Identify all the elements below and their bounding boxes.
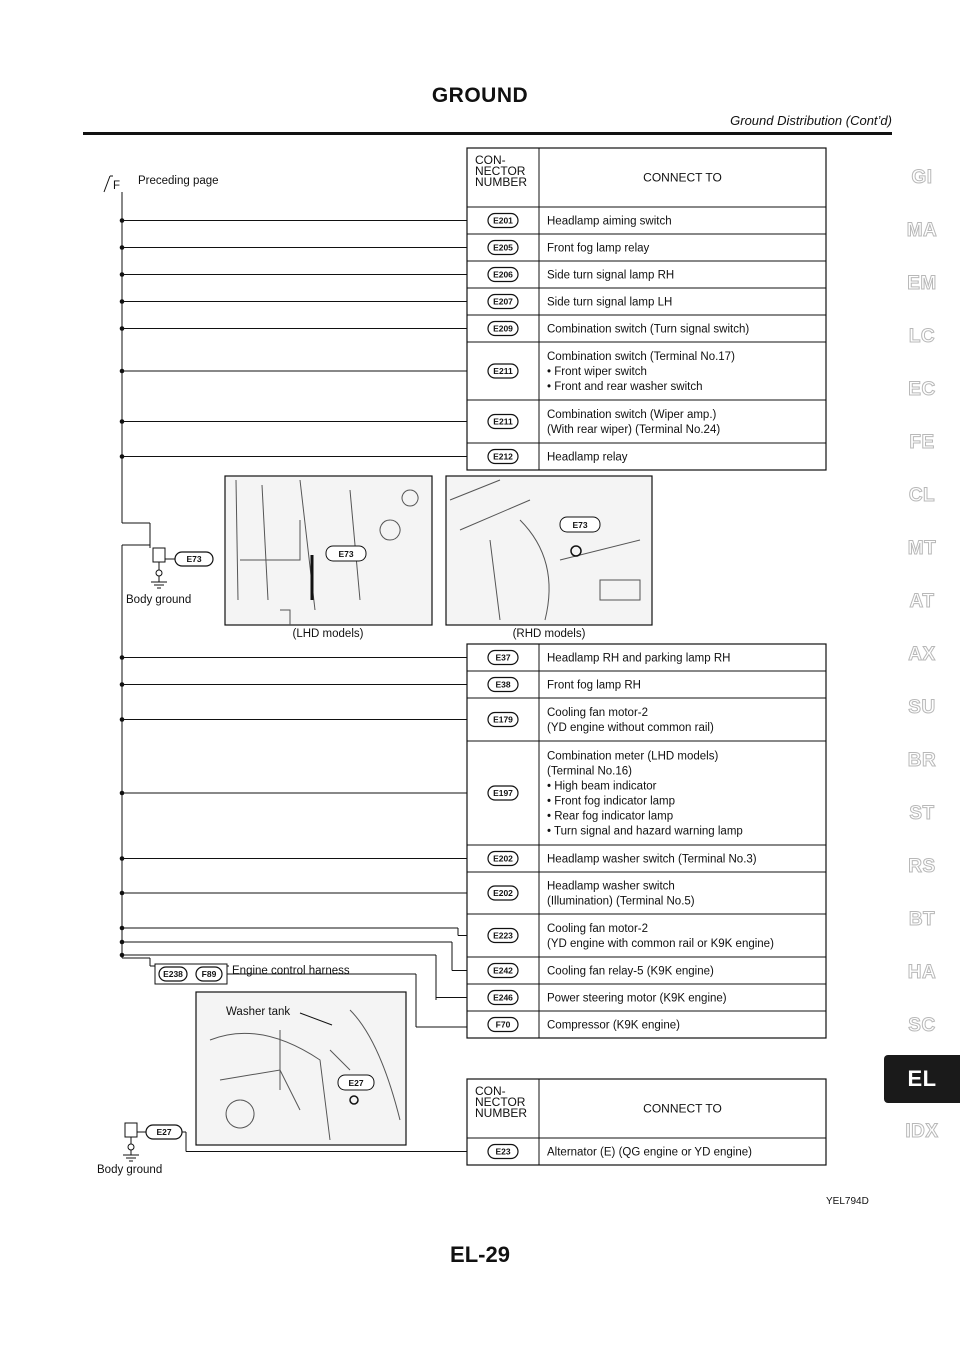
photo-rhd [446,476,652,625]
t2-connector-2 [488,713,518,727]
t1-header-connect-to: CONNECT TO [643,170,722,185]
page-title: GROUND [431,84,529,107]
connector-label: E207 [493,296,513,307]
t1-row-6-text: (With rear wiper) (Terminal No.24) [547,424,721,436]
junction-dot [120,682,125,687]
connector-label: E242 [493,965,513,976]
t1-row-1-text: Front fog lamp relay [547,242,650,255]
t2-row-4-text: Headlamp washer switch (Terminal No.3) [547,853,757,866]
t2-row-6-text: (YD engine with common rail or K9K engine) [547,938,774,950]
t1-row-0-text: Headlamp aiming switch [547,215,672,228]
t1-connector-5 [488,364,518,378]
preceding-mark: F [113,180,121,192]
junction-dot [120,299,125,304]
t2-row-5-text: (Illumination) (Terminal No.5) [547,895,695,908]
tab-ax[interactable]: AX [908,644,936,665]
tab-ma[interactable]: MA [906,220,938,241]
t1-row-2-text: Side turn signal lamp RH [547,269,675,282]
connector-label: E211 [493,416,513,427]
t1-header-connector: NECTOR [475,164,526,178]
tab-mt[interactable]: MT [907,538,937,559]
connector-label: E38 [495,679,511,690]
tab-cl[interactable]: CL [908,485,936,506]
t2-connector-1 [488,678,518,692]
t1-row-7-text: Headlamp relay [547,451,628,464]
t1-header-connector: NUMBER [475,175,528,189]
connector-label: E238 [163,969,183,979]
t1-row-5-text: • Front and rear washer switch [547,381,703,393]
t1-connector-3 [488,295,518,309]
tab-su[interactable]: SU [908,697,936,718]
t2-row-8-text: Power steering motor (K9K engine) [547,992,727,1005]
junction-dot [120,655,125,660]
t2-row-3-text: Combination meter (LHD models) [547,750,719,763]
t3-connector-0 [488,1145,518,1159]
junction-dot [120,856,125,861]
connector-label: E197 [493,788,513,798]
t3-header-connector: NUMBER [475,1106,528,1120]
connector-label: E246 [493,992,513,1003]
t2-connector-5 [488,886,518,900]
page-number: EL-29 [450,1242,510,1267]
connector-label: E73 [186,554,202,564]
page-subtitle: Ground Distribution (Cont’d) [730,113,892,128]
photo-lhd [225,476,432,625]
tab-fe[interactable]: FE [909,432,935,453]
ground2-connector-box [125,1123,137,1137]
figure-code: YEL794D [826,1196,869,1207]
tab-at[interactable]: AT [909,591,935,612]
connector-label: E202 [493,888,513,898]
junction-dot [120,369,125,374]
t2-row-3-text: (Terminal No.16) [547,765,632,778]
connector-label: E209 [493,323,513,334]
tab-br[interactable]: BR [907,750,937,771]
t2-row-6-text: Cooling fan motor-2 [547,923,648,935]
junction-dot [120,891,125,896]
t1-row-5-text: • Front wiper switch [547,366,647,378]
t2-connector-9 [488,1018,518,1032]
junction-dot [120,953,125,958]
ground-terminal [156,570,162,576]
junction-dot [120,272,125,277]
t2-row-2-text: Cooling fan motor-2 [547,707,648,719]
t1-table [467,148,826,470]
junction-dot [120,791,125,796]
t1-connector-2 [488,268,518,282]
body-ground-label-1: Body ground [126,594,192,606]
connector-label: E27 [156,1127,172,1137]
ground-connector-box [153,548,165,562]
ground2-connector [146,1125,182,1139]
t3-header-connector: CON- [475,1084,506,1098]
junction-dot [120,419,125,424]
t2-connector-6 [488,929,518,943]
t2-table [467,644,826,1038]
photo-lhd-tag: E73 [338,549,354,559]
t1-row-3-text: Side turn signal lamp LH [547,296,673,309]
connector-label: E201 [493,215,513,226]
t1-connector-1 [488,241,518,255]
connector-label: F70 [495,1019,511,1030]
t2-connector-8 [488,991,518,1005]
t2-row-3-text: • Rear fog indicator lamp [547,810,674,823]
t1-header-connector: CON- [475,153,506,167]
t1-connector-4 [488,322,518,336]
junction-dot [120,717,125,722]
junction-dot [120,940,125,945]
harness-label: Engine control harness [232,965,350,977]
t2-row-2-text: (YD engine without common rail) [547,722,714,734]
t3-header-connect-to: CONNECT TO [643,1101,722,1116]
preceding-page-label: Preceding page [138,175,219,187]
tab-ha[interactable]: HA [907,962,937,983]
connector-label: E223 [493,930,513,941]
tab-st[interactable]: ST [909,803,935,824]
harness-connector-b [196,967,222,981]
connector-label: E23 [495,1146,511,1157]
t2-row-1-text: Front fog lamp RH [547,679,641,692]
tab-bt[interactable]: BT [908,909,936,930]
photo-rhd-tag: E73 [572,520,588,530]
tab-gi[interactable]: GI [911,167,933,188]
t2-row-3-text: • Turn signal and hazard warning lamp [547,825,743,838]
t1-row-6-text: Combination switch (Wiper amp.) [547,409,717,421]
t1-connector-7 [488,450,518,464]
connector-label: E211 [493,366,513,376]
tab-idx[interactable]: IDX [905,1121,939,1142]
t2-connector-4 [488,852,518,866]
t1-row-5-text: Combination switch (Terminal No.17) [547,351,735,363]
t2-connector-7 [488,964,518,978]
preceding-arrow [104,176,113,192]
junction-dot [120,326,125,331]
tab-ec[interactable]: EC [908,379,936,400]
tab-lc[interactable]: LC [908,326,936,347]
connector-label: E179 [493,714,513,725]
connector-label: E205 [493,242,513,253]
t2-row-5-text: Headlamp washer switch [547,880,675,893]
connector-label: E206 [493,269,513,280]
photo-rhd-caption: (RHD models) [512,628,586,640]
junction-dot [120,218,125,223]
connector-label: E202 [493,853,513,864]
photo-lhd-caption: (LHD models) [292,628,364,640]
tab-el[interactable]: EL [884,1055,960,1103]
t3-header-connector: NECTOR [475,1095,526,1109]
t2-row-3-text: • High beam indicator [547,780,657,793]
t2-row-3-text: • Front fog indicator lamp [547,795,676,808]
connector-label: F89 [201,969,217,979]
ground1-connector [175,552,213,566]
t1-row-4-text: Combination switch (Turn signal switch) [547,323,750,336]
connector-label: E212 [493,451,513,462]
junction-dot [120,926,125,931]
t1-connector-0 [488,214,518,228]
t2-row-9-text: Compressor (K9K engine) [547,1019,680,1032]
connector-label: E37 [495,652,511,663]
t2-row-0-text: Headlamp RH and parking lamp RH [547,652,731,665]
junction-dot [120,245,125,250]
ground2-terminal [128,1144,134,1150]
t1-connector-6 [488,415,518,429]
tab-sc[interactable]: SC [908,1015,936,1036]
tab-em[interactable]: EM [907,273,937,294]
harness-connector-a [159,967,187,981]
t2-connector-0 [488,651,518,665]
t2-row-7-text: Cooling fan relay-5 (K9K engine) [547,965,714,978]
t3-row-0-text: Alternator (E) (QG engine or YD engine) [547,1146,752,1159]
washer-tank-label: Washer tank [226,1006,291,1018]
photo-washer-tag: E27 [348,1078,364,1088]
junction-dot [120,454,125,459]
t2-connector-3 [488,786,518,800]
body-ground-label-2: Body ground [97,1164,163,1176]
tab-rs[interactable]: RS [908,856,936,877]
